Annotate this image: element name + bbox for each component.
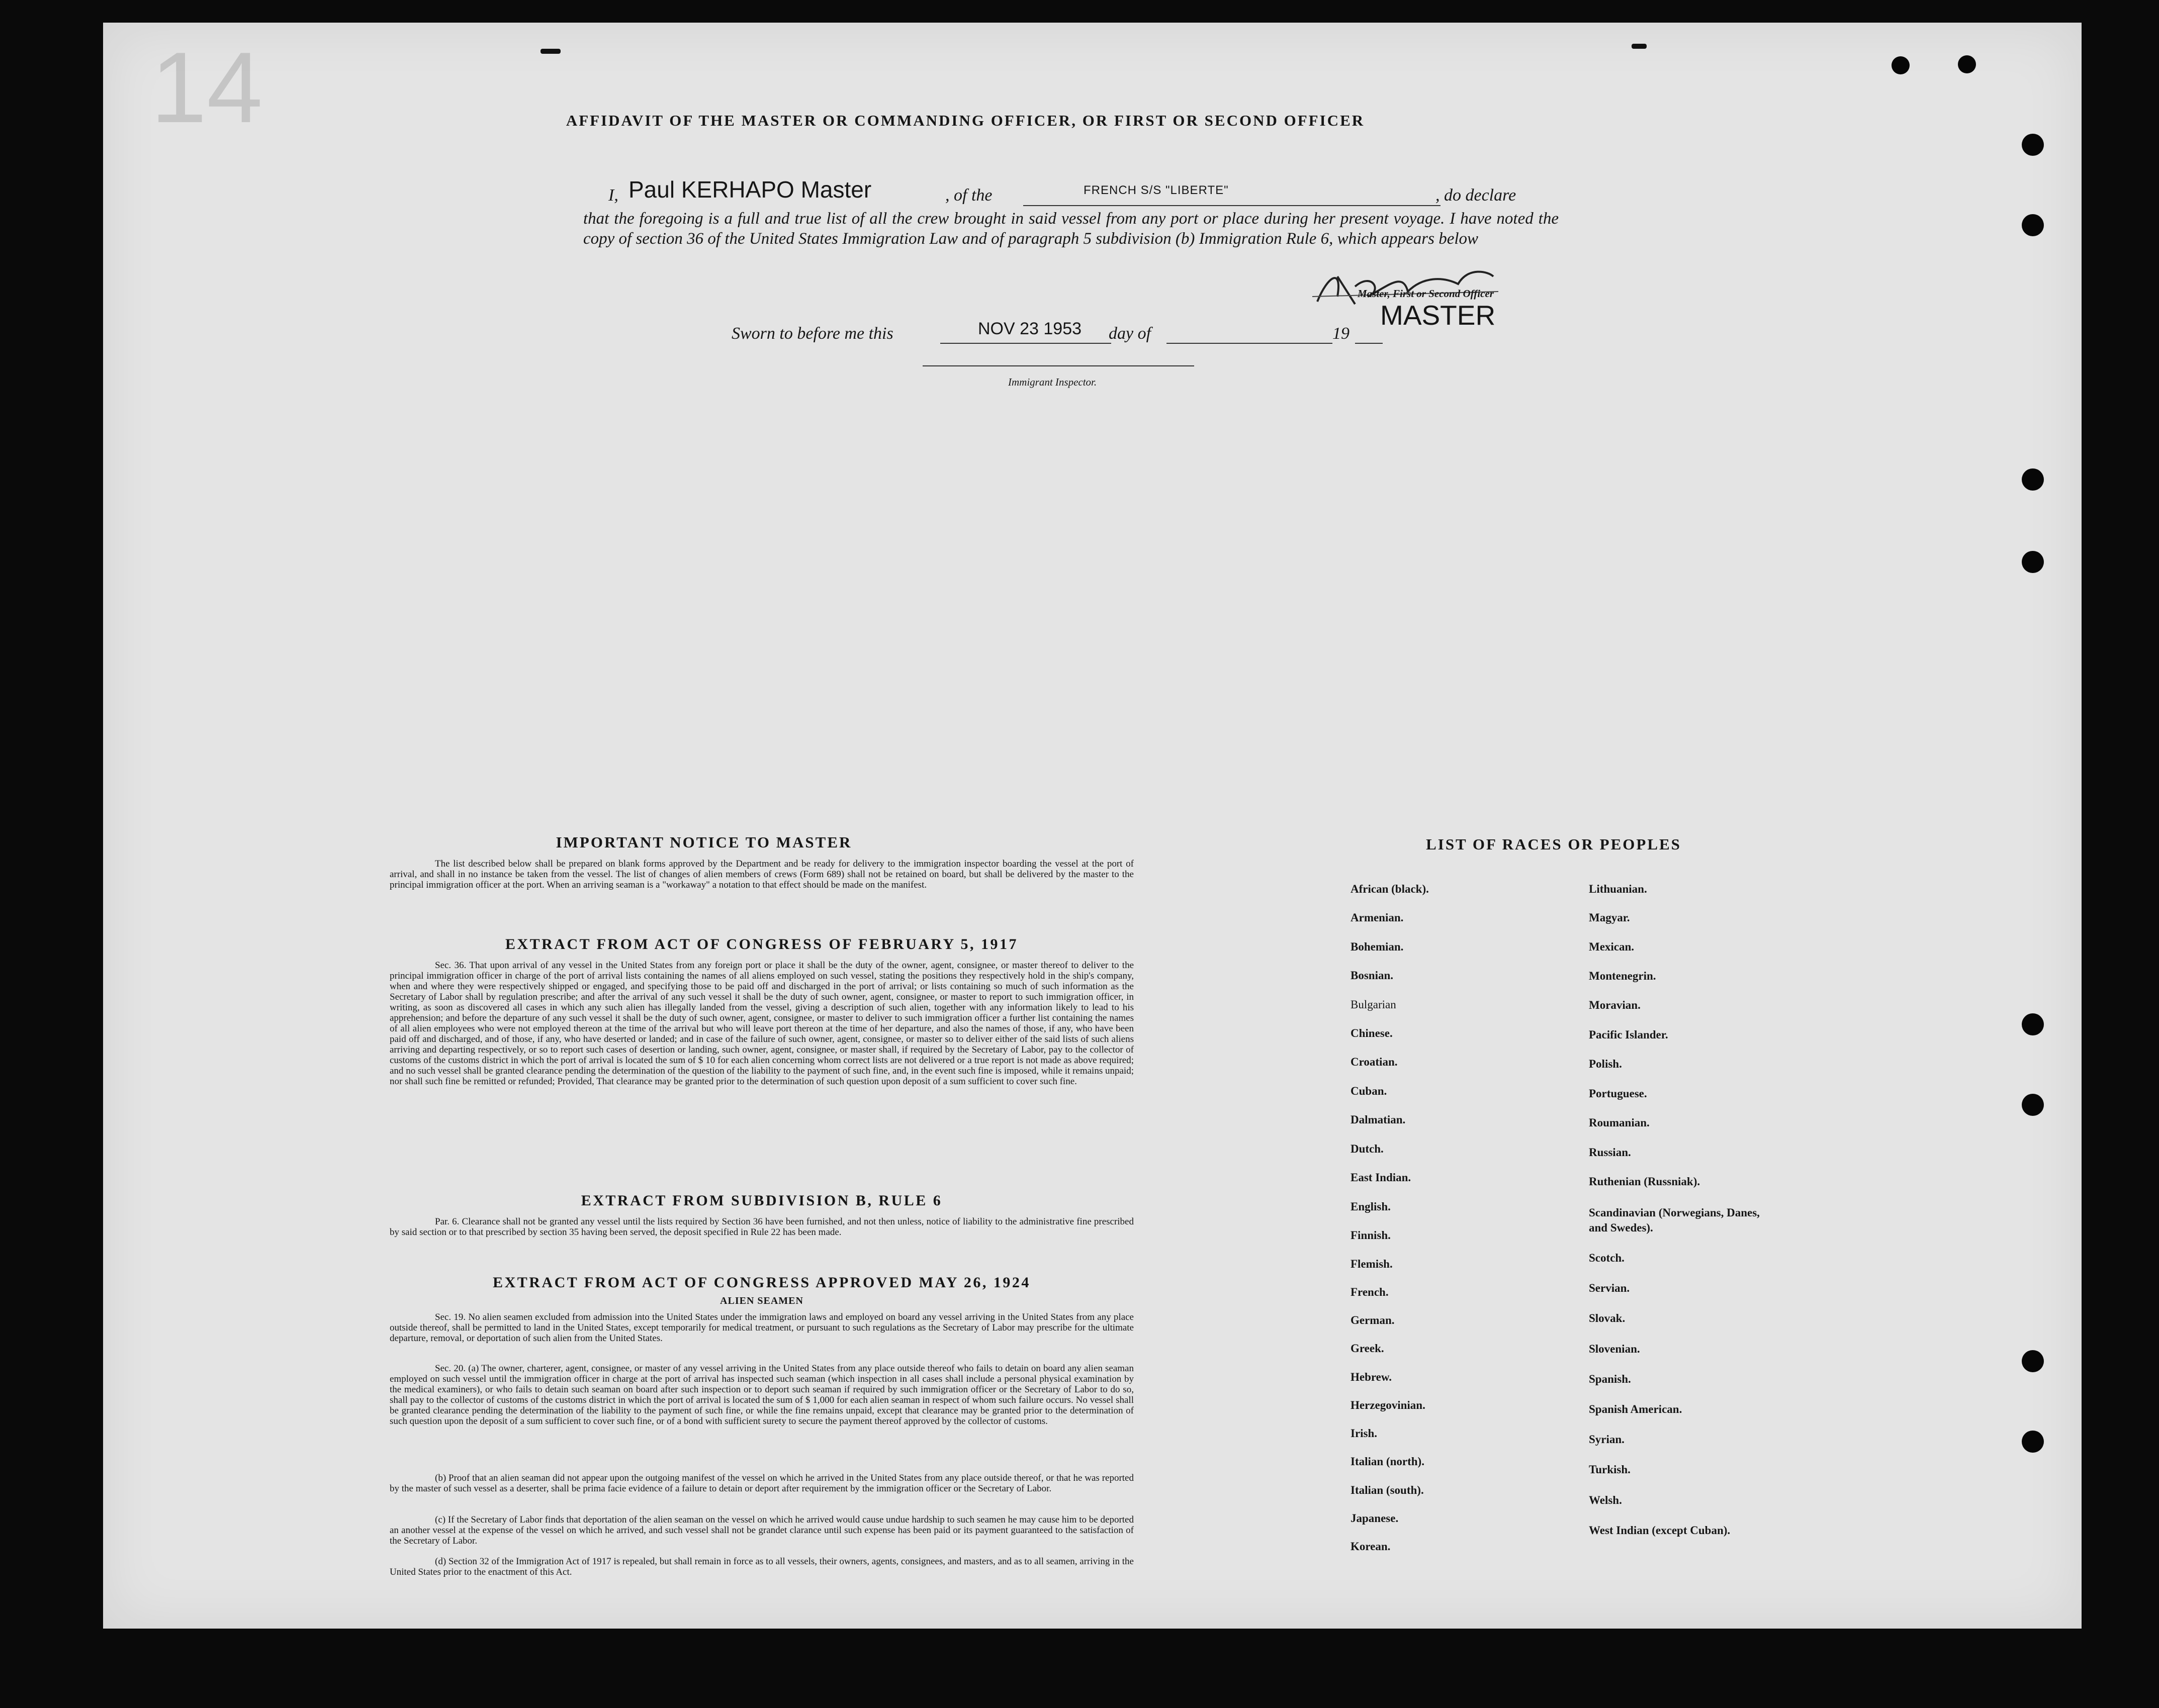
- act-1924-subtitle: ALIEN SEAMEN: [720, 1295, 803, 1306]
- affidavit-title: AFFIDAVIT OF THE MASTER OR COMMANDING OFFICER, OR FIRST OR SECOND OFFICER: [566, 112, 1365, 129]
- punch-hole: [2022, 551, 2044, 573]
- act-1917-text: Sec. 36. That upon arrival of any vessel in the United States from any foreign port or place it shall be the duty of the owner, agent, consignee, or master thereof to deliver to the principal immigration officer in charge of the port of arrival lists containing the names of all aliens employed on such vessel, stating the positions they respectively hold in the ship's company, when and where they were respectively shipped or engaged, and specifying those to be paid off and discharged in the port of arrival; or lists containing so much of such information as the Secretary of Labor shall by regulation prescribe; and after the arrival of any such vessel it shall be the duty of such owner, agent, consignee, or master to report to such immigration officer, in writing, as soon as discovered all cases in which any such alien has illegally landed from the vessel, giving a description of such alien, together with any information likely to lead to his apprehension; and before the departure of any such vessel it shall be the duty of such owner, agent, consignee, or master to deliver to such immigration officer a further list containing the names of all alien employees who were not employed thereon at the time of the arrival but who will leave port thereon at the time of her departure, and also the names of those, if any, who have been paid off and discharged, and of those, if any, who have deserted or landed; and in case of the failure of such owner, agent, consignee, or master so to deliver either of the said lists of such aliens arriving and departing respectively, or so to report such cases of desertion or landing, such owner, agent, consignee, or master shall, if required by the Secretary of Labor, pay to the collector of customs of the customs district in which the port of arrival is located the sum of $ 10 for each alien concerning whom correct lists are not delivered or a true report is not made as above required; and no such vessel shall be granted clearance pending the determination of the question of the liability to the payment of such fine, and, in the event such fine is imposed, while it remains unpaid; nor shall such fine be remitted or refunded; Provided, That clearance may be granted prior to the determination of such question upon deposit of a sum sufficient to cover such fine.: [390, 960, 1134, 1087]
- rule-6-text: Par. 6. Clearance shall not be granted any vessel until the lists required by Section 36 have been furnished, and not then unless, notice of liability to the administrative fine prescribed by said section or to that prescribed by section 35 having been served, the deposit specified in Rule 22 has been made.: [390, 1216, 1134, 1238]
- vessel-line: [1023, 205, 1441, 206]
- sworn-label: Sworn to before me this: [732, 324, 893, 343]
- race-item: Bosnian.: [1351, 969, 1394, 982]
- sworn-date-line: [940, 343, 1111, 344]
- punch-hole: [2022, 1350, 2044, 1372]
- race-item: Pacific Islander.: [1589, 1028, 1668, 1041]
- act-1924-title: EXTRACT FROM ACT OF CONGRESS APPROVED MAY 26, 1924: [493, 1274, 1031, 1291]
- race-item: Montenegrin.: [1589, 970, 1656, 982]
- day-of-label: day of: [1109, 324, 1151, 343]
- race-item: Bulgarian: [1351, 998, 1396, 1011]
- race-item: Roumanian.: [1589, 1116, 1650, 1129]
- race-item: Welsh.: [1589, 1494, 1622, 1506]
- act-1917-title: EXTRACT FROM ACT OF CONGRESS OF FEBRUARY 5, 1917: [505, 936, 1019, 953]
- race-item: Italian (north).: [1351, 1455, 1424, 1468]
- master-name: Paul KERHAPO Master: [628, 176, 872, 203]
- act-1924-sec20b: (b) Proof that an alien seaman did not appear upon the outgoing manifest of the vessel on which he arrived in the United States from any place outside thereof, or that he was reported by the master of such vessel as a deserter, shall be prima facie evidence of a failure to detain or deport after requirement by the immigration officer or the Secretary of Labor.: [390, 1473, 1134, 1494]
- punch-hole: [2022, 134, 2044, 156]
- race-item: Korean.: [1351, 1540, 1391, 1553]
- race-item: Spanish.: [1589, 1373, 1631, 1385]
- race-item: Slovenian.: [1589, 1343, 1640, 1355]
- year-line: [1355, 343, 1383, 344]
- act-1924-sec19: Sec. 19. No alien seamen excluded from admission into the United States under the immigration laws and employed on board any vessel arriving in the United States from any place outside thereof, shall be permitted to land in the United States, except temporarily for medical treatment, or pursuant to such regulations as the Secretary of Labor may prescribe for the ultimate departure, removal, or deportation of such alien from the United States.: [390, 1312, 1134, 1344]
- race-item: Mexican.: [1589, 940, 1635, 953]
- scan-speck: [1632, 44, 1647, 49]
- race-item: Greek.: [1351, 1342, 1384, 1355]
- act-1924-sec20d: (d) Section 32 of the Immigration Act of 1917 is repealed, but shall remain in force as to all vessels, their owners, agents, consignees, and masters, and as to all seamen, arriving in the United States prior to the enactment of this Act.: [390, 1556, 1134, 1577]
- punch-hole: [1892, 56, 1910, 74]
- race-item: Syrian.: [1589, 1433, 1625, 1446]
- race-item: Spanish American.: [1589, 1403, 1682, 1415]
- race-item: Polish.: [1589, 1058, 1622, 1070]
- race-item: Lithuanian.: [1589, 883, 1647, 895]
- punch-hole: [2022, 1094, 2044, 1116]
- race-item: Slovak.: [1589, 1312, 1626, 1324]
- race-item: East Indian.: [1351, 1171, 1411, 1184]
- rule-6-title: EXTRACT FROM SUBDIVISION B, RULE 6: [581, 1192, 943, 1209]
- race-item: Flemish.: [1351, 1258, 1393, 1270]
- race-item: Finnish.: [1351, 1229, 1391, 1242]
- race-item: West Indian (except Cuban).: [1589, 1524, 1731, 1537]
- race-item: Russian.: [1589, 1146, 1631, 1159]
- act-1924-sec20a: Sec. 20. (a) The owner, charterer, agent, consignee, or master of any vessel arriving in the United States from any place outside thereof who fails to detain on board any alien seaman employed on such vessel until the immigration officer in charge at the port of arrival has inspected such seaman (which inspection in all cases shall include a personal physical examination by the medical examiners), or who fails to detain such seaman on board after such inspection or to deport such seaman if required by such immigration officer or the Secretary of Labor to do so, shall pay to the collector of customs of the customs district in which the port of arrival is located the sum of $ 1,000 for each alien seaman in respect of whom such failure occurs. No vessel shall be granted clearance pending the determination of the liability to the payment of such fine, or while the fine remains unpaid, except that clearance may be granted prior to the determination of such question upon the deposit of a sum sufficient to cover such fine, or of a bond with sufficient surety to secure the payment thereof approved by the collector of customs.: [390, 1363, 1134, 1427]
- scan-speck: [541, 49, 561, 54]
- race-item: English.: [1351, 1200, 1391, 1213]
- races-title: LIST OF RACES OR PEOPLES: [1426, 835, 1681, 853]
- race-item: Portuguese.: [1589, 1087, 1647, 1100]
- race-item: Croatian.: [1351, 1056, 1398, 1068]
- notice-title: IMPORTANT NOTICE TO MASTER: [556, 833, 852, 851]
- race-item: Bohemian.: [1351, 940, 1404, 953]
- race-item: Moravian.: [1589, 999, 1641, 1011]
- of-the-label: , of the: [945, 186, 993, 205]
- race-item: Cuban.: [1351, 1085, 1387, 1097]
- inspector-caption: Immigrant Inspector.: [1008, 376, 1097, 388]
- page-number-mark: 14: [151, 32, 263, 144]
- race-item: Ruthenian (Russniak).: [1589, 1175, 1700, 1188]
- race-item: Chinese.: [1351, 1027, 1393, 1039]
- month-line: [1166, 343, 1332, 344]
- inspector-line: [923, 365, 1194, 366]
- race-item: Italian (south).: [1351, 1484, 1424, 1496]
- punch-hole: [2022, 1013, 2044, 1035]
- affidavit-pronoun: I,: [608, 186, 618, 205]
- race-item: Hebrew.: [1351, 1371, 1392, 1383]
- vessel-name: FRENCH S/S "LIBERTE": [1084, 183, 1229, 197]
- race-item: Armenian.: [1351, 911, 1404, 924]
- race-item: German.: [1351, 1314, 1395, 1326]
- race-item: Magyar.: [1589, 911, 1630, 924]
- race-item: Japanese.: [1351, 1512, 1399, 1525]
- punch-hole: [2022, 214, 2044, 236]
- race-item: Servian.: [1589, 1282, 1630, 1294]
- affidavit-body: that the foregoing is a full and true list of all the crew brought in said vessel from any port or place during her present voyage. I have noted the copy of section 36 of the United States Immigration Law and of paragraph 5 subdivision (b) Immigration Rule 6, which appears below: [583, 210, 1559, 248]
- year-prefix: 19: [1332, 324, 1350, 343]
- role-stamp: MASTER: [1380, 300, 1496, 331]
- punch-hole: [2022, 468, 2044, 491]
- race-item: African (black).: [1351, 883, 1429, 895]
- notice-text: The list described below shall be prepared on blank forms approved by the Department and be ready for delivery to the immigration inspector boarding the vessel at the port of arrival, and shall in no instance be taken from the vessel. The list of changes of alien members of crews (Form 689) shall not be retained on board, but shall be delivered by the master to the principal immigration officer at the port. When an arriving seaman is a "workaway" a notation to that effect should be made on the manifest.: [390, 859, 1134, 890]
- race-item: Herzegovinian.: [1351, 1399, 1425, 1411]
- act-1924-sec20c: (c) If the Secretary of Labor finds that deportation of the alien seaman on the vessel on which he arrived would cause undue hardship to such seamen he may cause him to be deported an another vessel at the expense of the vessel on which he arrived, and such vessel shall not be grandet clarance until such expense has been paid or its payment guaranteed to the satisfaction of the Secretary of Labor.: [390, 1514, 1134, 1546]
- race-item: Dalmatian.: [1351, 1113, 1406, 1126]
- race-item: Dutch.: [1351, 1143, 1384, 1155]
- race-item: French.: [1351, 1286, 1389, 1298]
- punch-hole: [1958, 55, 1976, 73]
- race-item: Scandinavian (Norwegians, Danes, and Swedes).: [1589, 1206, 1760, 1234]
- sworn-date: NOV 23 1953: [978, 319, 1082, 338]
- punch-hole: [2022, 1431, 2044, 1453]
- race-item: Scotch.: [1589, 1252, 1625, 1264]
- do-declare-label: , do declare: [1435, 186, 1516, 205]
- race-item: Turkish.: [1589, 1463, 1631, 1476]
- signature-caption: Master, First or Second Officer: [1358, 288, 1494, 300]
- race-item: Irish.: [1351, 1427, 1378, 1440]
